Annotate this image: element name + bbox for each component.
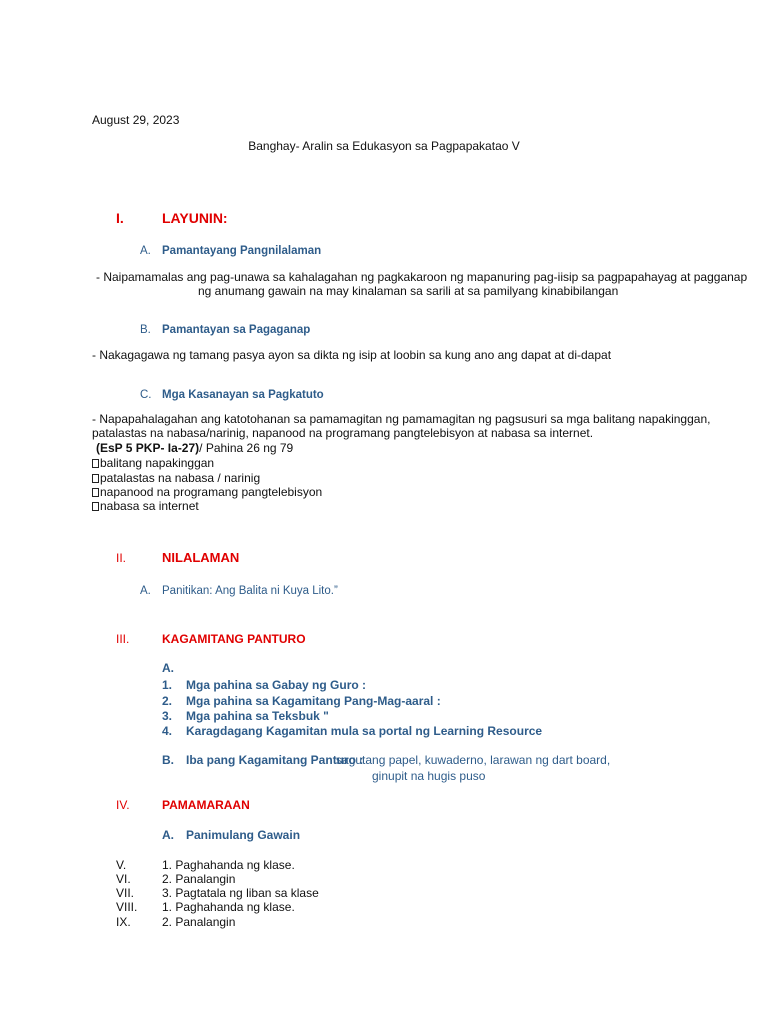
subsection-3b-text-line1: sagutang papel, kuwaderno, larawan ng dart board, (336, 753, 611, 767)
checklist-item: patalastas na nabasa / narinig (92, 471, 260, 485)
subsection-1a-heading: Pamantayang Pangnilalaman (162, 245, 322, 257)
subsection-1b-heading: Pamantayan sa Pagaganap (162, 324, 311, 336)
step-numeral: VIII. (116, 900, 138, 914)
section-2-heading: NILALAMAN (162, 550, 240, 565)
subsection-2a-text: Panitikan: Ang Balita ni Kuya Lito.” (162, 585, 338, 597)
step-numeral: VI. (116, 872, 131, 886)
subsection-1a-letter: A. (140, 245, 151, 257)
checkbox-icon (92, 502, 99, 511)
step-text: 1. Paghahanda ng klase. (162, 900, 295, 914)
checkbox-icon (92, 474, 99, 483)
subsection-1b-body: - Nakagagawa ng tamang pasya ayon sa dikta ng isip at loobin sa kung ano ang dapat at di-dapat (92, 348, 612, 362)
checklist-item: nabasa sa internet (92, 499, 199, 513)
step-numeral: VII. (116, 886, 135, 900)
subsection-2a-letter: A. (140, 585, 151, 597)
subsection-1b-letter: B. (140, 324, 151, 336)
resource-number: 3. (162, 709, 173, 723)
subsection-1a-body-line2: ng anumang gawain na may kinalaman sa sarili at sa pamilyang kinabibilangan (198, 284, 619, 298)
section-1-heading: LAYUNIN: (162, 210, 228, 226)
resource-item: Mga pahina sa Kagamitang Pang-Mag-aaral : (186, 694, 441, 708)
resource-number: 4. (162, 724, 173, 738)
subsection-1c-body-line1: - Napapahalagahan ang katotohanan sa pamamagitan ng pamamagitan ng pagsusuri sa mga balitang napakinggan, (92, 412, 711, 426)
section-3-heading: KAGAMITANG PANTURO (162, 632, 306, 646)
section-2-numeral: II. (116, 551, 127, 565)
step-text: 3. Pagtatala ng liban sa klase (162, 886, 319, 900)
subsection-1c-body-line2: patalastas na nabasa/narinig, napanood na programang pangtelebisyon at nabasa sa internet. (92, 426, 594, 440)
subsection-3a-letter: A. (162, 661, 174, 675)
checklist-item: balitang napakinggan (92, 456, 214, 470)
step-numeral: V. (116, 858, 127, 872)
subsection-4a-heading: Panimulang Gawain (186, 828, 301, 842)
subsection-3b-letter: B. (162, 753, 174, 767)
subsection-1c-heading: Mga Kasanayan sa Pagkatuto (162, 389, 324, 401)
resource-item: Karagdagang Kagamitan mula sa portal ng Learning Resource (186, 724, 543, 738)
step-numeral: IX. (116, 915, 131, 929)
step-text: 2. Panalangin (162, 915, 236, 929)
competency-code-page: / Pahina 26 ng 79 (199, 441, 294, 455)
section-1-numeral: I. (116, 210, 124, 226)
resource-item: Mga pahina sa Teksbuk " (186, 709, 329, 723)
section-4-heading: PAMAMARAAN (162, 798, 250, 812)
step-text: 2. Panalangin (162, 872, 236, 886)
subsection-4a-letter: A. (162, 828, 174, 842)
subsection-1c-letter: C. (140, 389, 152, 401)
resource-number: 1. (162, 678, 173, 692)
checkbox-icon (92, 488, 99, 497)
step-text: 1. Paghahanda ng klase. (162, 858, 295, 872)
competency-code (96, 441, 293, 455)
subsection-1a-body-line1: - Naipamamalas ang pag-unawa sa kahalagahan ng pagkakaroon ng mapanuring pag-iisip sa pagpapahayag at pagganap (96, 270, 748, 284)
document-title: Banghay- Aralin sa Edukasyon sa Pagpapakatao V (248, 139, 520, 153)
section-4-numeral: IV. (116, 798, 130, 812)
checkbox-icon (92, 459, 99, 468)
document-date: August 29, 2023 (92, 113, 180, 127)
resource-item: Mga pahina sa Gabay ng Guro : (186, 678, 367, 692)
subsection-3b-text-line2: ginupit na hugis puso (372, 769, 486, 783)
checklist-item: napanood na programang pangtelebisyon (92, 485, 322, 499)
subsection-3b-heading: Iba pang Kagamitang Panturo : (186, 753, 364, 767)
section-3-numeral: III. (116, 632, 130, 646)
resource-number: 2. (162, 694, 173, 708)
competency-code-label: (EsP 5 PKP- Ia-27) (96, 441, 200, 455)
